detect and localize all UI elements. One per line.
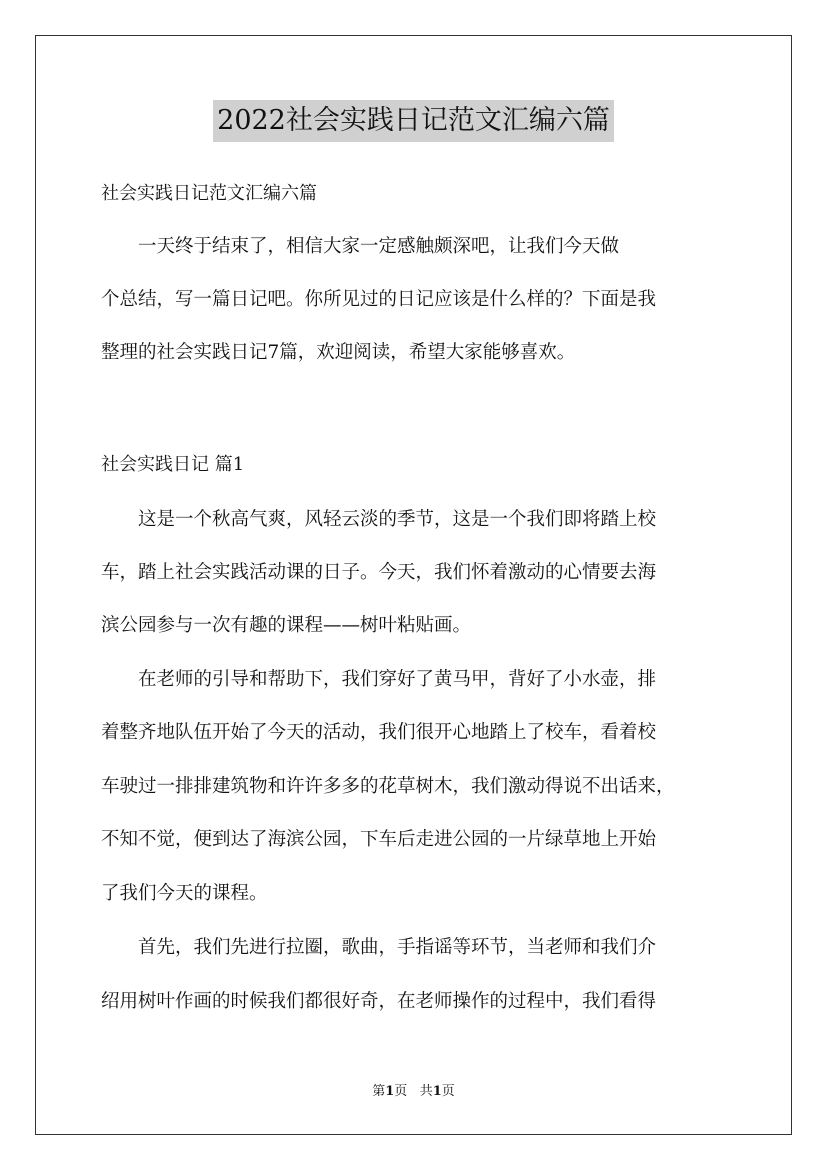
body-line-6: 车驶过一排排建筑物和许许多多的花草树木，我们激动得说不出话来， [101, 776, 675, 797]
body-line-10: 绍用树叶作画的时候我们都很好奇，在老师操作的过程中，我们看得 [101, 991, 657, 1012]
body-line-7: 不知不觉，便到达了海滨公园，下车后走进公园的一片绿草地上开始 [101, 829, 657, 850]
body-line-3: 滨公园参与一次有趣的课程——树叶粘贴画。 [101, 615, 472, 636]
intro-line-2: 个总结，写一篇日记吧。你所见过的日记应该是什么样的？下面是我 [101, 289, 657, 310]
intro-line-1: 一天终于结束了，相信大家一定感触颇深吧，让我们今天做 [101, 236, 620, 257]
body-line-2: 车，踏上社会实践活动课的日子。今天，我们怀着激动的心情要去海 [101, 562, 657, 583]
page-footer [0, 1082, 827, 1102]
total-label-suffix: 页 [441, 1084, 455, 1099]
page-label-suffix: 页 [394, 1084, 408, 1099]
body-line-4: 在老师的引导和帮助下，我们穿好了黄马甲，背好了小水壶，排 [101, 669, 657, 690]
section-heading: 社会实践日记 篇1 [101, 454, 245, 475]
body-line-1: 这是一个秋高气爽，风轻云淡的季节，这是一个我们即将踏上校 [101, 509, 657, 530]
page-label-prefix: 第 [372, 1084, 386, 1099]
intro-line-3: 整理的社会实践日记7篇，欢迎阅读，希望大家能够喜欢。 [101, 342, 576, 363]
document-subtitle: 社会实践日记范文汇编六篇 [101, 183, 317, 204]
total-label-prefix: 共 [419, 1084, 433, 1099]
body-line-9: 首先，我们先进行拉圈，歌曲，手指谣等环节，当老师和我们介 [101, 937, 657, 958]
document-title: 2022社会实践日记范文汇编六篇 [213, 100, 614, 142]
title-container [0, 100, 827, 142]
body-line-8: 了我们今天的课程。 [101, 883, 268, 904]
total-pages: 1 [432, 1084, 442, 1099]
page-number: 1 [385, 1084, 395, 1099]
body-line-5: 着整齐地队伍开始了今天的活动，我们很开心地踏上了校车，看着校 [101, 722, 657, 743]
